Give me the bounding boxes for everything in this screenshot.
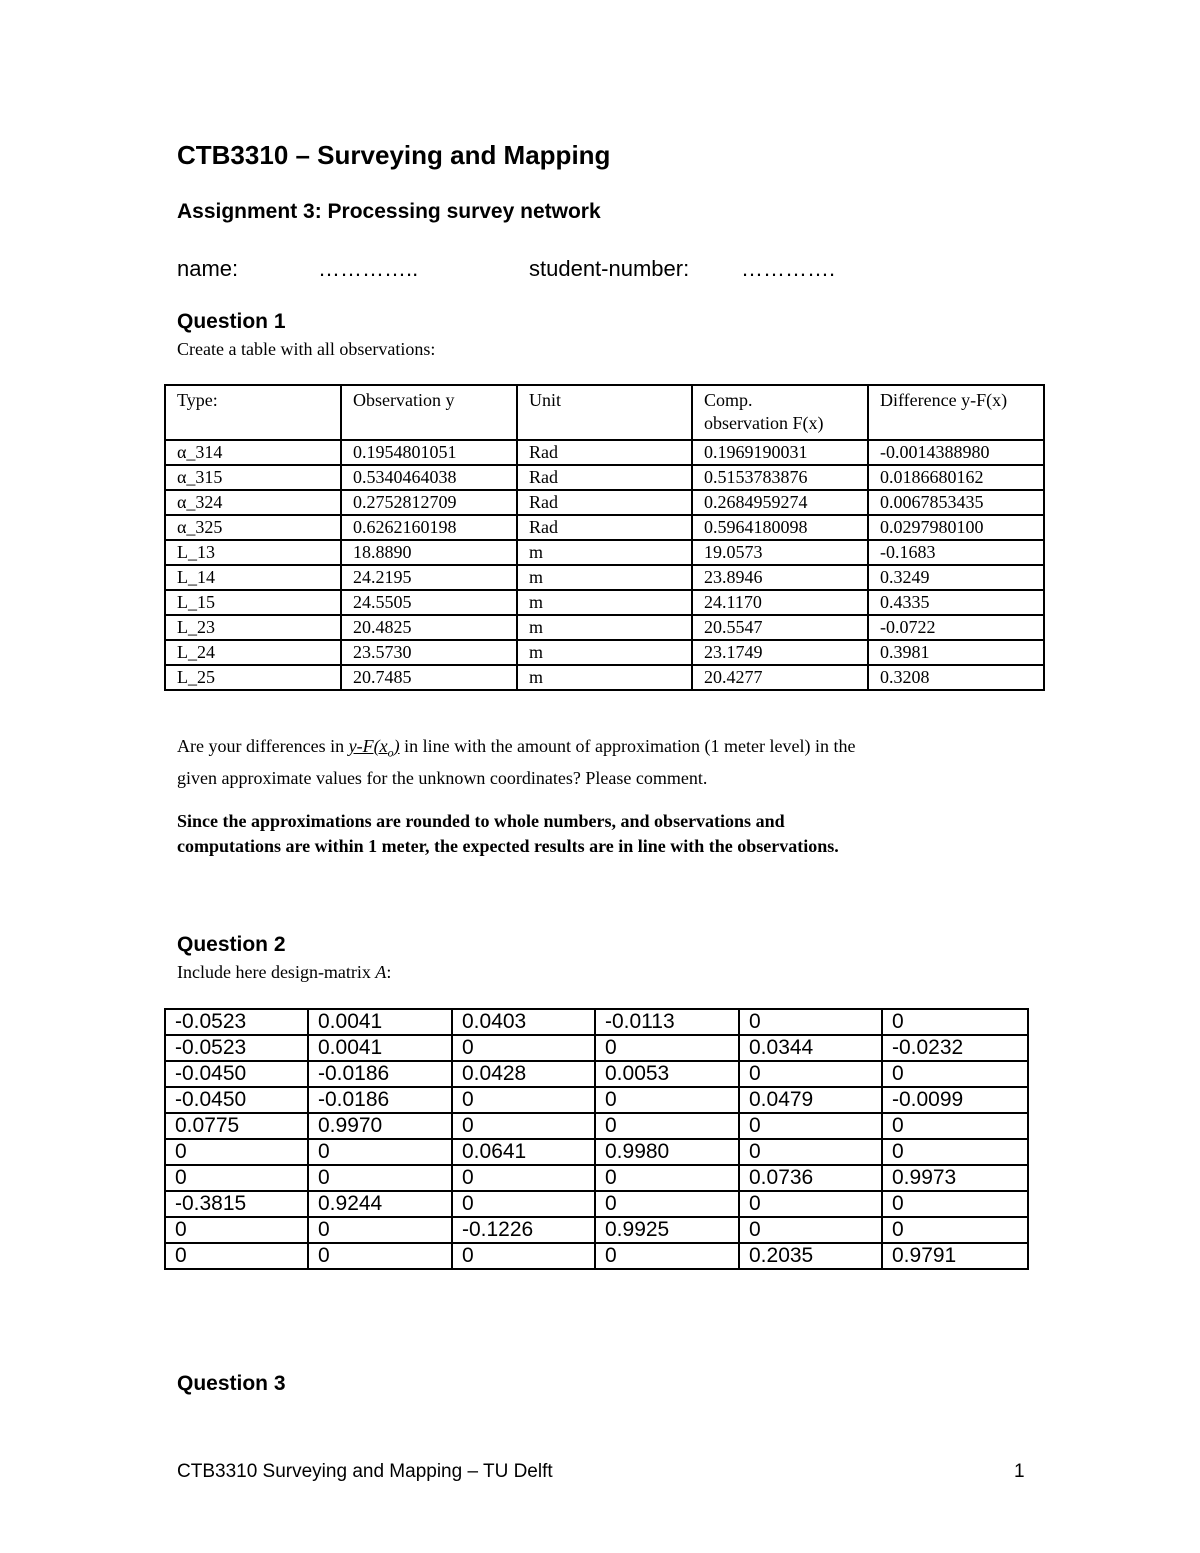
matrix-row [165,1139,1028,1165]
comment-eq-close: ) [393,736,400,756]
matrix-cell: 0.0041 [308,1009,452,1035]
cell-observation: 0.5340464038 [341,465,517,490]
header-computed: Comp. observation F(x) [692,385,868,440]
matrix-cell: 0.0403 [452,1009,595,1035]
cell-computed: 23.1749 [692,640,868,665]
prompt-var: A [375,962,387,982]
cell-computed: 20.5547 [692,615,868,640]
prompt-post: : [386,962,392,982]
cell-type: L_25 [165,665,341,690]
cell-unit: m [517,665,692,690]
cell-unit: Rad [517,490,692,515]
observations-table [164,384,1045,691]
answer-line-2: computations are within 1 meter, the expected results are in line with the observations. [177,836,839,856]
matrix-row [165,1087,1028,1113]
matrix-cell: 0 [165,1165,308,1191]
matrix-cell: -0.0523 [165,1009,308,1035]
matrix-cell: 0.0041 [308,1035,452,1061]
matrix-cell: 0 [308,1139,452,1165]
matrix-cell: 0 [595,1165,739,1191]
table-row [165,640,1044,665]
matrix-cell: 0 [452,1191,595,1217]
cell-computed: 0.2684959274 [692,490,868,515]
cell-observation: 0.1954801051 [341,440,517,465]
matrix-cell: 0 [739,1139,882,1165]
cell-unit: m [517,540,692,565]
cell-type: L_23 [165,615,341,640]
matrix-cell: 0 [882,1191,1028,1217]
cell-unit: m [517,640,692,665]
header-type: Type: [165,385,341,440]
question-2-heading: Question 2 [177,933,286,956]
question-2-prompt [177,960,391,985]
matrix-cell: 0 [452,1243,595,1269]
table-row [165,490,1044,515]
matrix-row [165,1061,1028,1087]
table-row [165,540,1044,565]
matrix-cell: 0.9791 [882,1243,1028,1269]
cell-difference: 0.0067853435 [868,490,1044,515]
matrix-cell: 0.9925 [595,1217,739,1243]
matrix-cell: 0 [882,1217,1028,1243]
matrix-row [165,1165,1028,1191]
matrix-cell: 0 [308,1217,452,1243]
observations-header-row [165,385,1044,440]
cell-computed: 0.5153783876 [692,465,868,490]
matrix-cell: 0 [595,1191,739,1217]
cell-observation: 20.7485 [341,665,517,690]
prompt-pre: Include here design-matrix [177,962,376,982]
cell-computed: 20.4277 [692,665,868,690]
footer-text: CTB3310 Surveying and Mapping – TU Delft [177,1461,553,1482]
cell-difference: 0.3981 [868,640,1044,665]
design-matrix-table [164,1008,1029,1270]
matrix-cell: 0 [308,1243,452,1269]
matrix-cell: 0 [739,1009,882,1035]
page-title: CTB3310 – Surveying and Mapping [177,140,611,170]
cell-unit: Rad [517,465,692,490]
header-unit: Unit [517,385,692,440]
matrix-cell: -0.0186 [308,1061,452,1087]
matrix-cell: 0.0428 [452,1061,595,1087]
question-1-heading: Question 1 [177,310,286,333]
matrix-cell: -0.3815 [165,1191,308,1217]
cell-computed: 0.5964180098 [692,515,868,540]
matrix-cell: 0 [452,1113,595,1139]
cell-computed: 23.8946 [692,565,868,590]
name-label: name: [177,256,239,281]
matrix-cell: 0 [739,1217,882,1243]
question-1-prompt: Create a table with all observations: [177,339,436,359]
question-3-heading: Question 3 [177,1372,286,1395]
question-1-answer [177,809,839,859]
cell-difference: -0.1683 [868,540,1044,565]
matrix-cell: 0 [882,1113,1028,1139]
header-difference: Difference y-F(x) [868,385,1044,440]
matrix-row [165,1035,1028,1061]
matrix-row [165,1243,1028,1269]
cell-difference: -0.0014388980 [868,440,1044,465]
cell-unit: m [517,565,692,590]
matrix-cell: 0 [882,1139,1028,1165]
matrix-cell: -0.0186 [308,1087,452,1113]
matrix-cell: -0.0450 [165,1087,308,1113]
cell-type: L_14 [165,565,341,590]
matrix-cell: 0 [165,1139,308,1165]
matrix-cell: 0.9970 [308,1113,452,1139]
matrix-row [165,1113,1028,1139]
cell-computed: 19.0573 [692,540,868,565]
cell-type: L_24 [165,640,341,665]
matrix-cell: 0 [739,1113,882,1139]
matrix-cell: 0.0344 [739,1035,882,1061]
cell-observation: 0.6262160198 [341,515,517,540]
matrix-cell: 0 [739,1191,882,1217]
matrix-row [165,1191,1028,1217]
cell-observation: 24.5505 [341,590,517,615]
matrix-cell: 0.0775 [165,1113,308,1139]
matrix-cell: 0 [595,1087,739,1113]
cell-observation: 23.5730 [341,640,517,665]
matrix-cell: 0 [595,1113,739,1139]
table-row [165,565,1044,590]
comment-eq-sub: o [387,745,394,760]
cell-unit: m [517,590,692,615]
question-1-comment [177,734,855,791]
cell-type: α_325 [165,515,341,540]
matrix-cell: 0 [452,1087,595,1113]
table-row [165,440,1044,465]
cell-computed: 24.1170 [692,590,868,615]
cell-difference: 0.0186680162 [868,465,1044,490]
cell-difference: 0.0297980100 [868,515,1044,540]
comment-line-2: given approximate values for the unknown coordinates? Please comment. [177,767,708,788]
matrix-cell: -0.0099 [882,1087,1028,1113]
matrix-cell: -0.0523 [165,1035,308,1061]
table-row [165,615,1044,640]
matrix-cell: 0 [165,1217,308,1243]
cell-type: α_315 [165,465,341,490]
matrix-cell: 0.9980 [595,1139,739,1165]
cell-observation: 24.2195 [341,565,517,590]
cell-unit: Rad [517,440,692,465]
matrix-cell: 0 [882,1061,1028,1087]
matrix-cell: 0 [882,1009,1028,1035]
cell-observation: 18.8890 [341,540,517,565]
cell-difference: 0.4335 [868,590,1044,615]
cell-observation: 0.2752812709 [341,490,517,515]
matrix-cell: 0.0479 [739,1087,882,1113]
cell-difference: -0.0722 [868,615,1044,640]
comment-eq: y-F(x [348,736,388,756]
table-row [165,590,1044,615]
cell-difference: 0.3249 [868,565,1044,590]
matrix-cell: 0.9973 [882,1165,1028,1191]
student-number-field: …………. [741,256,836,281]
matrix-cell: -0.0232 [882,1035,1028,1061]
matrix-cell: 0.9244 [308,1191,452,1217]
cell-computed: 0.1969190031 [692,440,868,465]
cell-unit: Rad [517,515,692,540]
comment-pre: Are your differences in [177,736,349,756]
cell-unit: m [517,615,692,640]
matrix-cell: 0.0736 [739,1165,882,1191]
matrix-cell: -0.0450 [165,1061,308,1087]
matrix-row [165,1009,1028,1035]
cell-difference: 0.3208 [868,665,1044,690]
matrix-cell: -0.0113 [595,1009,739,1035]
cell-type: α_324 [165,490,341,515]
matrix-cell: 0 [595,1243,739,1269]
matrix-cell: 0 [739,1061,882,1087]
matrix-cell: 0.2035 [739,1243,882,1269]
matrix-cell: 0 [595,1035,739,1061]
matrix-row [165,1217,1028,1243]
table-row [165,515,1044,540]
page-number: 1 [1014,1461,1025,1482]
matrix-cell: 0 [308,1165,452,1191]
matrix-cell: 0 [452,1035,595,1061]
matrix-cell: 0 [452,1165,595,1191]
matrix-cell: 0 [165,1243,308,1269]
comment-post: in line with the amount of approximation (1 meter level) in the [399,736,856,756]
cell-type: L_15 [165,590,341,615]
matrix-cell: 0.0641 [452,1139,595,1165]
answer-line-1: Since the approximations are rounded to whole numbers, and observations and [177,811,785,831]
cell-type: α_314 [165,440,341,465]
matrix-cell: -0.1226 [452,1217,595,1243]
table-row [165,665,1044,690]
cell-observation: 20.4825 [341,615,517,640]
name-field: ………….. [318,256,419,281]
header-observation: Observation y [341,385,517,440]
matrix-cell: 0.0053 [595,1061,739,1087]
table-row [165,465,1044,490]
cell-type: L_13 [165,540,341,565]
student-number-label: student-number: [529,256,690,281]
assignment-subtitle: Assignment 3: Processing survey network [177,200,601,223]
